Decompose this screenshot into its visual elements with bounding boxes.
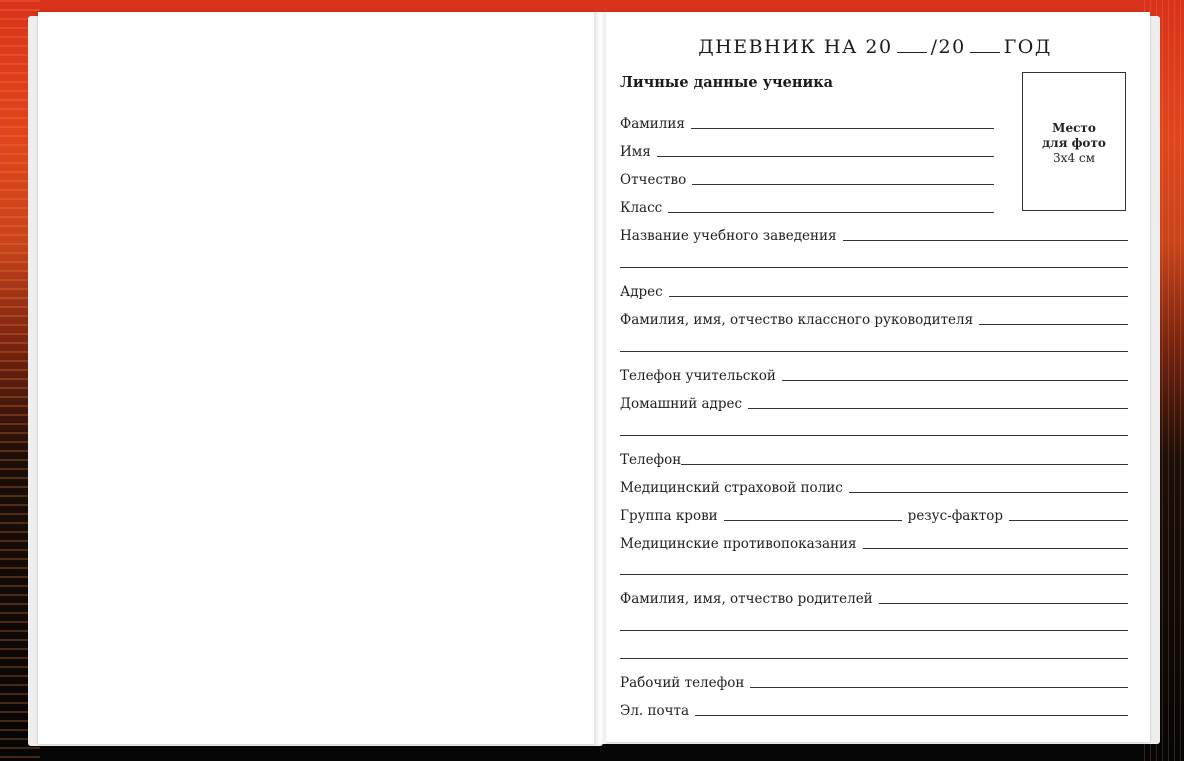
field-label: Телефон xyxy=(620,452,682,468)
field-label: Имя xyxy=(620,144,651,160)
field-email xyxy=(620,700,1128,720)
field-label: Адрес xyxy=(620,284,663,300)
input-line[interactable] xyxy=(863,548,1128,549)
input-line[interactable] xyxy=(724,520,902,521)
input-line[interactable] xyxy=(849,492,1128,493)
field-label: Отчество xyxy=(620,172,687,188)
input-line[interactable] xyxy=(1009,520,1128,521)
title-separator: /20 xyxy=(930,36,966,58)
field-label: Домашний адрес xyxy=(620,396,743,412)
input-line-extra[interactable] xyxy=(620,630,1128,631)
field-teacher xyxy=(620,309,1128,329)
field-phone xyxy=(620,449,1128,469)
field-parents xyxy=(620,588,1128,608)
field-label: Рабочий телефон xyxy=(620,675,745,691)
field-label: Медицинский страховой полис xyxy=(620,480,843,496)
field-work-phone xyxy=(620,672,1128,692)
field-insurance xyxy=(620,477,1128,497)
input-line[interactable] xyxy=(691,128,994,129)
field-label: Эл. почта xyxy=(620,703,690,719)
input-line[interactable] xyxy=(979,324,1128,325)
field-surname xyxy=(620,113,994,133)
photo-label-2: для фото xyxy=(1042,136,1106,150)
field-label: Название учебного заведения xyxy=(620,228,837,244)
field-blood xyxy=(620,505,1128,525)
input-line[interactable] xyxy=(668,212,994,213)
field-label: Медицинские противопоказания xyxy=(620,536,857,552)
field-label: Группа крови xyxy=(620,508,718,524)
input-line-extra[interactable] xyxy=(620,351,1128,352)
field-label: Телефон учительской xyxy=(620,368,776,384)
field-label-rhesus: резус-фактор xyxy=(907,508,1004,524)
input-line[interactable] xyxy=(657,156,994,157)
photo-size: 3х4 см xyxy=(1053,151,1095,165)
field-contraindications xyxy=(620,533,1128,553)
input-line-extra[interactable] xyxy=(620,267,1128,268)
input-line[interactable] xyxy=(750,687,1128,688)
left-page-blank xyxy=(38,12,596,744)
input-line[interactable] xyxy=(782,380,1128,381)
section-title: Личные данные ученика xyxy=(620,74,834,91)
photo-placeholder xyxy=(1022,72,1126,211)
field-patronymic xyxy=(620,169,994,189)
field-school xyxy=(620,225,1128,245)
title-prefix: ДНЕВНИК НА 20 xyxy=(698,36,893,58)
field-class xyxy=(620,197,994,217)
input-line[interactable] xyxy=(669,296,1128,297)
year-blank-1[interactable] xyxy=(897,52,927,53)
input-line-extra[interactable] xyxy=(620,435,1128,436)
photo-label-1: Место xyxy=(1052,121,1096,135)
field-home-address xyxy=(620,393,1128,413)
input-line[interactable] xyxy=(681,464,1128,465)
field-label: Фамилия, имя, отчество родителей xyxy=(620,591,873,607)
title-suffix: ГОД xyxy=(1003,36,1052,58)
input-line[interactable] xyxy=(879,603,1128,604)
year-blank-2[interactable] xyxy=(970,52,1000,53)
input-line-extra[interactable] xyxy=(620,658,1128,659)
input-line[interactable] xyxy=(695,715,1128,716)
input-line[interactable] xyxy=(843,240,1128,241)
field-label: Класс xyxy=(620,200,663,216)
input-line-extra[interactable] xyxy=(620,574,1128,575)
field-address xyxy=(620,281,1128,301)
book-spine xyxy=(594,12,606,744)
field-name xyxy=(620,141,994,161)
page-title xyxy=(600,36,1150,58)
input-line[interactable] xyxy=(748,408,1128,409)
input-line[interactable] xyxy=(692,184,994,185)
field-teacher-phone xyxy=(620,365,1128,385)
field-label: Фамилия xyxy=(620,116,685,132)
field-label: Фамилия, имя, отчество классного руководителя xyxy=(620,312,974,328)
